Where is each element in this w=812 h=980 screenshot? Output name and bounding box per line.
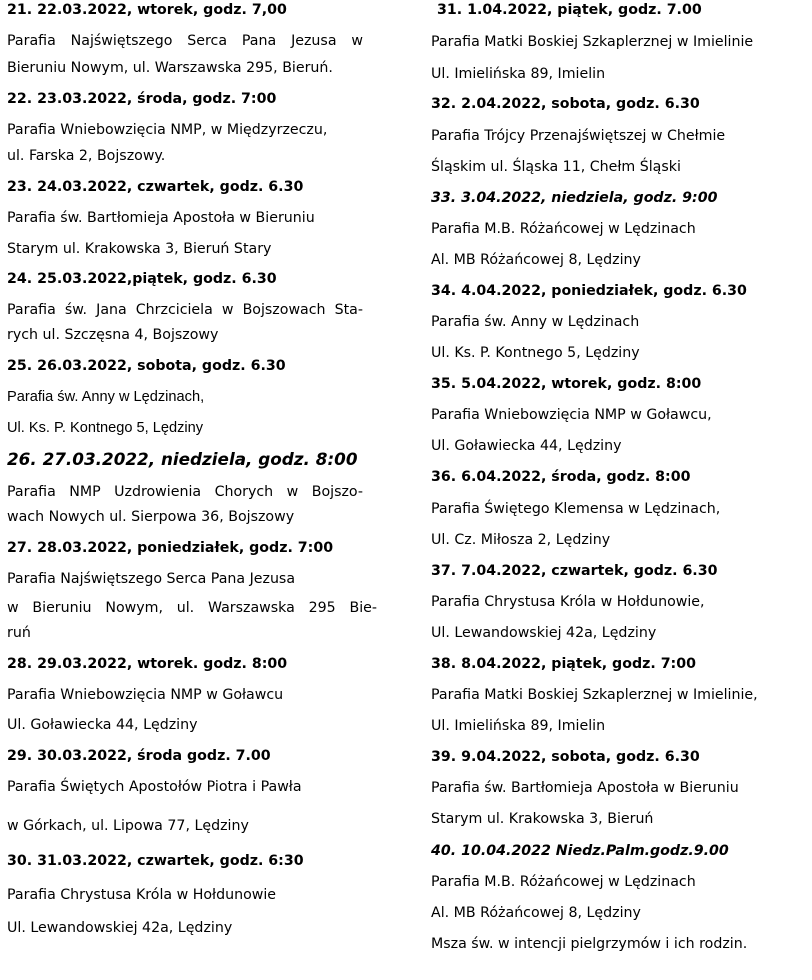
entry-heading: 24. 25.03.2022,piątek, godz. 6.30 bbox=[7, 271, 277, 287]
entry-line: Parafia św. Anny w Lędzinach, bbox=[7, 389, 205, 405]
entry-line: w Górkach, ul. Lipowa 77, Lędziny bbox=[7, 818, 249, 834]
entry-line: Parafia Wniebowzięcia NMP w Goławcu, bbox=[431, 407, 712, 423]
entry-line: Parafia M.B. Różańcowej w Lędzinach bbox=[431, 874, 696, 890]
entry-line: Msza św. w intencji pielgrzymów i ich rodzin. bbox=[431, 936, 748, 952]
entry-line: Śląskim ul. Śląska 11, Chełm Śląski bbox=[431, 159, 681, 175]
entry-line: wach Nowych ul. Sierpowa 36, Bojszowy bbox=[7, 509, 295, 525]
entry-line: Ul. Goławiecka 44, Lędziny bbox=[431, 438, 622, 454]
entry-heading: 26. 27.03.2022, niedziela, godz. 8:00 bbox=[7, 449, 358, 469]
entry-line: Ul. Ks. P. Kontnego 5, Lędziny bbox=[7, 420, 204, 436]
entry-line: Ul. Lewandowskiej 42a, Lędziny bbox=[7, 920, 233, 936]
entry-heading: 34. 4.04.2022, poniedziałek, godz. 6.30 bbox=[431, 283, 747, 299]
entry-line: Starym ul. Krakowska 3, Bieruń bbox=[431, 811, 654, 827]
entry-line: Parafia św. Bartłomieja Apostoła w Bieruniu bbox=[431, 780, 739, 796]
entry-heading: 27. 28.03.2022, poniedziałek, godz. 7:00 bbox=[7, 540, 334, 556]
entry-heading: 38. 8.04.2022, piątek, godz. 7:00 bbox=[431, 656, 696, 672]
entry-line: Al. MB Różańcowej 8, Lędziny bbox=[431, 252, 641, 268]
entry-line: Parafia Matki Boskiej Szkaplerznej w Imielinie, bbox=[431, 687, 758, 703]
entry-line: Parafia św. Jana Chrzciciela w Bojszowach Sta- bbox=[7, 302, 363, 318]
entry-heading: 33. 3.04.2022, niedziela, godz. 9:00 bbox=[431, 190, 718, 206]
entry-line: ruń bbox=[7, 625, 31, 641]
entry-heading: 30. 31.03.2022, czwartek, godz. 6:30 bbox=[7, 853, 304, 869]
entry-heading: 22. 23.03.2022, środa, godz. 7:00 bbox=[7, 91, 277, 107]
entry-line: Ul. Cz. Miłosza 2, Lędziny bbox=[431, 532, 611, 548]
entry-line: Ul. Imielińska 89, Imielin bbox=[431, 66, 606, 82]
entry-heading: 29. 30.03.2022, środa godz. 7.00 bbox=[7, 748, 271, 764]
entry-line: w Bieruniu Nowym, ul. Warszawska 295 Bie- bbox=[7, 600, 377, 616]
entry-line: Parafia św. Anny w Lędzinach bbox=[431, 314, 640, 330]
entry-line: Parafia Najświętszego Serca Pana Jezusa w bbox=[7, 33, 363, 49]
entry-heading: 35. 5.04.2022, wtorek, godz. 8:00 bbox=[431, 376, 702, 392]
entry-line: Bieruniu Nowym, ul. Warszawska 295, Bieruń. bbox=[7, 60, 333, 76]
entry-line: Parafia Trójcy Przenajświętszej w Chełmie bbox=[431, 128, 726, 144]
entry-heading: 21. 22.03.2022, wtorek, godz. 7,00 bbox=[7, 2, 287, 18]
entry-line: Starym ul. Krakowska 3, Bieruń Stary bbox=[7, 241, 272, 257]
entry-line: rych ul. Szczęsna 4, Bojszowy bbox=[7, 327, 219, 343]
entry-line: Parafia NMP Uzdrowienia Chorych w Bojszo- bbox=[7, 484, 363, 500]
entry-heading: 32. 2.04.2022, sobota, godz. 6.30 bbox=[431, 96, 700, 112]
entry-line: Parafia M.B. Różańcowej w Lędzinach bbox=[431, 221, 696, 237]
entry-heading: 39. 9.04.2022, sobota, godz. 6.30 bbox=[431, 749, 700, 765]
entry-line: Parafia Świętych Apostołów Piotra i Pawła bbox=[7, 779, 302, 795]
entry-line: Ul. Goławiecka 44, Lędziny bbox=[7, 717, 198, 733]
entry-line: Ul. Lewandowskiej 42a, Lędziny bbox=[431, 625, 657, 641]
entry-line: Parafia Chrystusa Króla w Hołdunowie, bbox=[431, 594, 705, 610]
entry-heading: 40. 10.04.2022 Niedz.Palm.godz.9.00 bbox=[431, 843, 729, 859]
entry-line: Ul. Imielińska 89, Imielin bbox=[431, 718, 606, 734]
entry-heading: 31. 1.04.2022, piątek, godz. 7.00 bbox=[437, 2, 702, 18]
entry-line: Parafia Wniebowzięcia NMP w Goławcu bbox=[7, 687, 284, 703]
entry-line: Parafia Matki Boskiej Szkaplerznej w Imielinie bbox=[431, 34, 754, 50]
entry-line: Parafia Chrystusa Króla w Hołdunowie bbox=[7, 887, 277, 903]
entry-line: Parafia św. Bartłomieja Apostoła w Bieruniu bbox=[7, 210, 315, 226]
entry-heading: 36. 6.04.2022, środa, godz. 8:00 bbox=[431, 469, 691, 485]
entry-line: Ul. Ks. P. Kontnego 5, Lędziny bbox=[431, 345, 640, 361]
entry-line: Al. MB Różańcowej 8, Lędziny bbox=[431, 905, 641, 921]
entry-heading: 25. 26.03.2022, sobota, godz. 6.30 bbox=[7, 358, 286, 374]
entry-heading: 37. 7.04.2022, czwartek, godz. 6.30 bbox=[431, 563, 718, 579]
entry-line: Parafia Świętego Klemensa w Lędzinach, bbox=[431, 501, 721, 517]
entry-line: Parafia Wniebowzięcia NMP, w Międzyrzeczu, bbox=[7, 122, 328, 138]
entry-heading: 28. 29.03.2022, wtorek. godz. 8:00 bbox=[7, 656, 288, 672]
entry-line: ul. Farska 2, Bojszowy. bbox=[7, 148, 166, 164]
entry-heading: 23. 24.03.2022, czwartek, godz. 6.30 bbox=[7, 179, 304, 195]
entry-line: Parafia Najświętszego Serca Pana Jezusa bbox=[7, 571, 296, 587]
